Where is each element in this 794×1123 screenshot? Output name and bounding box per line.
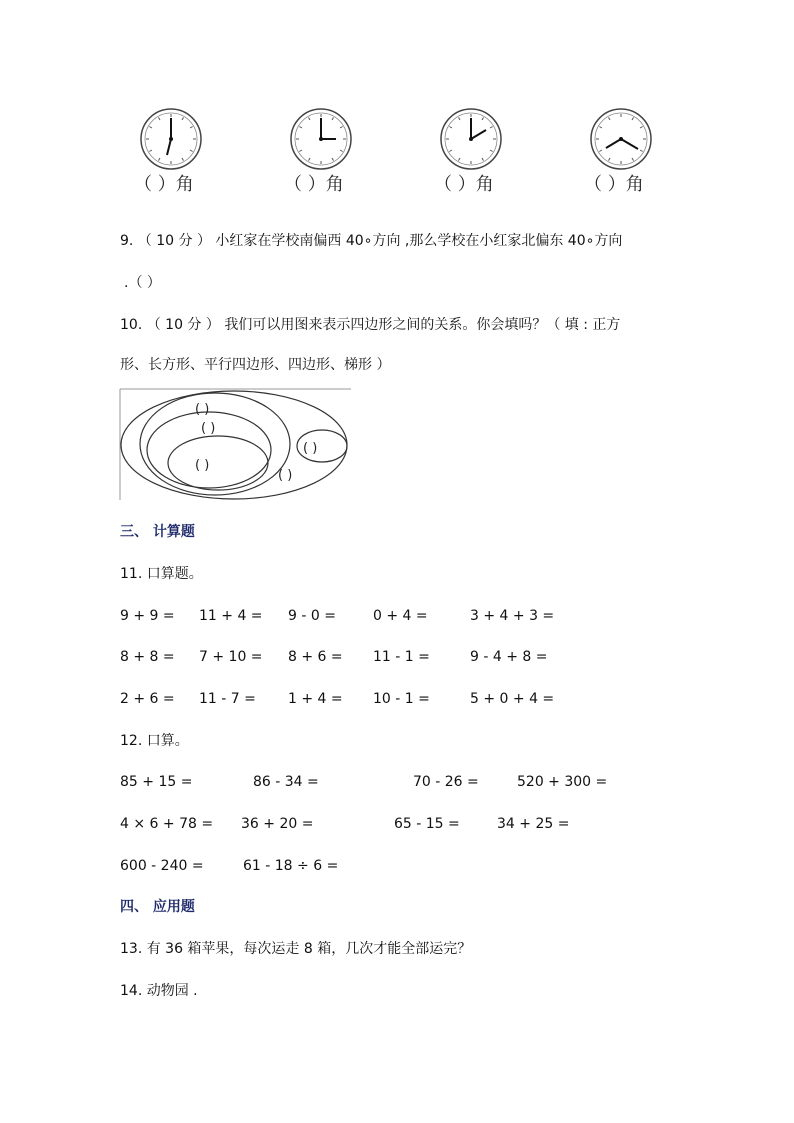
ellipse-square bbox=[168, 436, 268, 490]
exercise-item: 0 + 4 = bbox=[373, 608, 428, 624]
question-14: 14. 动物园 . bbox=[120, 983, 198, 999]
exercise-item: 86 - 34 = bbox=[253, 774, 319, 790]
diagram-blank[interactable]: ( ) bbox=[195, 402, 210, 417]
exercise-item: 10 - 1 = bbox=[373, 691, 430, 707]
exercise-item: 70 - 26 = bbox=[413, 774, 479, 790]
exercise-item: 1 + 4 = bbox=[288, 691, 343, 707]
section-4-title: 四、 应用题 bbox=[120, 899, 195, 915]
exercise-item: 2 + 6 = bbox=[120, 691, 175, 707]
question-10-line1: 10. （ 10 分 ） 我们可以用图来表示四边形之间的关系。你会填吗？（ 填 : 正方 bbox=[120, 317, 621, 333]
exercise-item: 9 + 9 = bbox=[120, 608, 175, 624]
clock-1 bbox=[136, 108, 206, 198]
question-11-title: 11. 口算题。 bbox=[120, 566, 203, 582]
diagram-blank[interactable]: ( ) bbox=[195, 458, 210, 473]
exercise-item: 11 - 7 = bbox=[199, 691, 256, 707]
clock-caption: （ ）角 bbox=[584, 174, 644, 195]
question-10-line2: 形、长方形、平行四边形、四边形、梯形 ） bbox=[120, 357, 391, 373]
exercise-item: 65 - 15 = bbox=[394, 816, 460, 832]
clock-face-icon bbox=[136, 108, 206, 178]
diagram-blank[interactable]: ( ) bbox=[303, 441, 318, 456]
exercise-item: 5 + 0 + 4 = bbox=[470, 691, 555, 707]
exercise-item: 34 + 25 = bbox=[497, 816, 570, 832]
diagram-blank[interactable]: ( ) bbox=[201, 421, 216, 436]
exercise-item: 7 + 10 = bbox=[199, 649, 263, 665]
exercise-item: 8 + 6 = bbox=[288, 649, 343, 665]
exercise-item: 520 + 300 = bbox=[517, 774, 608, 790]
diagram-blank[interactable]: ( ) bbox=[278, 468, 293, 483]
question-13: 13. 有 36 箱苹果，每次运走 8 箱，几次才能全部运完？ bbox=[120, 941, 472, 957]
clock-3 bbox=[436, 108, 506, 198]
exercise-item: 9 - 0 = bbox=[288, 608, 336, 624]
exercise-item: 600 - 240 = bbox=[120, 858, 204, 874]
clock-caption: （ ）角 bbox=[434, 174, 494, 195]
exercise-item: 9 - 4 + 8 = bbox=[470, 649, 548, 665]
clock-face-icon bbox=[286, 108, 356, 178]
clock-caption: （ ）角 bbox=[284, 174, 344, 195]
question-9-line2: .（ ） bbox=[124, 275, 161, 291]
exercise-item: 61 - 18 ÷ 6 = bbox=[243, 858, 339, 874]
exercise-item: 8 + 8 = bbox=[120, 649, 175, 665]
exercise-item: 85 + 15 = bbox=[120, 774, 193, 790]
section-3-title: 三、 计算题 bbox=[120, 524, 195, 540]
exercise-item: 4 × 6 + 78 = bbox=[120, 816, 214, 832]
clock-face-icon bbox=[586, 108, 656, 178]
ellipse-parallelogram bbox=[140, 393, 293, 495]
exercise-item: 11 - 1 = bbox=[373, 649, 430, 665]
clock-face-icon bbox=[436, 108, 506, 178]
quadrilateral-relation-diagram bbox=[119, 388, 355, 504]
exercise-item: 3 + 4 + 3 = bbox=[470, 608, 555, 624]
question-9-line1: 9. （ 10 分 ） 小红家在学校南偏西 40∘方向 ,那么学校在小红家北偏东 40∘方向 bbox=[120, 233, 623, 249]
clock-caption: （ ）角 bbox=[134, 174, 194, 195]
exercise-item: 36 + 20 = bbox=[241, 816, 314, 832]
exercise-item: 11 + 4 = bbox=[199, 608, 263, 624]
question-12-title: 12. 口算。 bbox=[120, 733, 189, 749]
clock-2 bbox=[286, 108, 356, 198]
clock-4 bbox=[586, 108, 656, 198]
